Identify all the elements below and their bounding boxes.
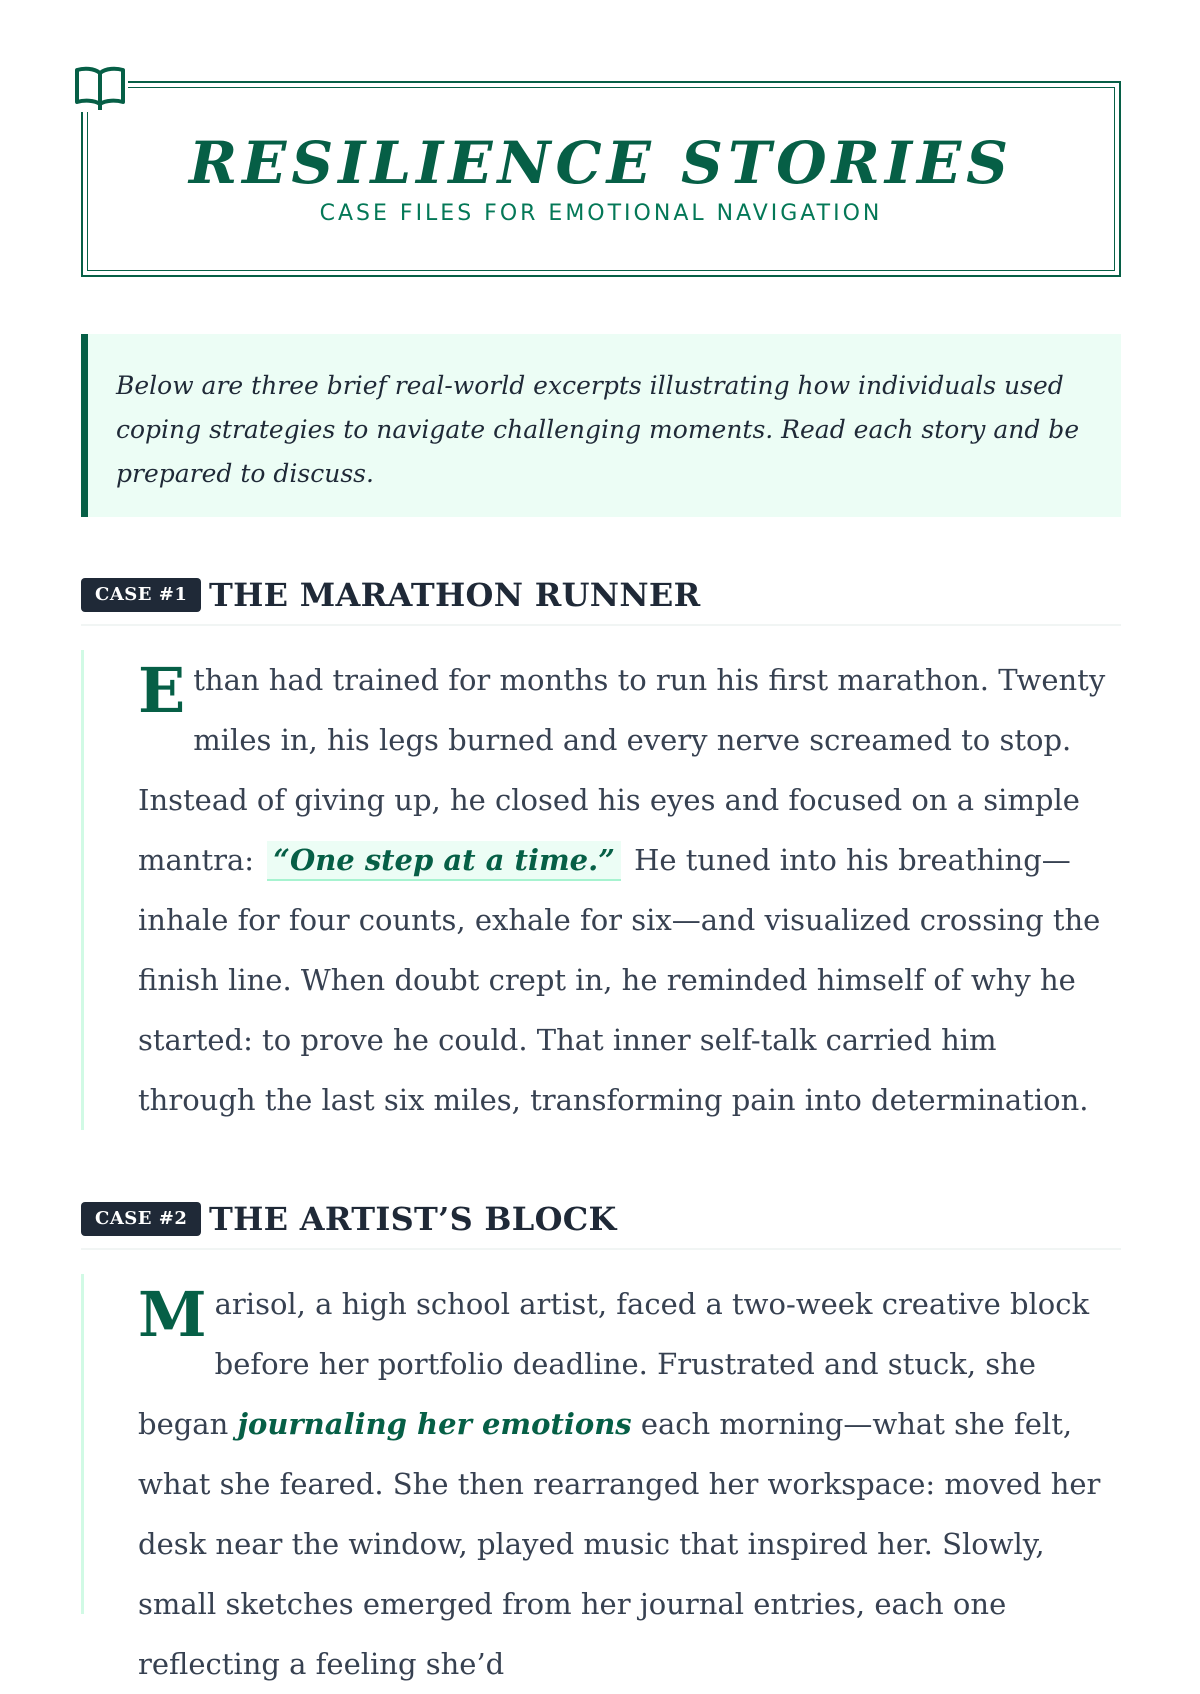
case-title: THE MARATHON RUNNER: [209, 576, 701, 614]
story-text: He tuned into his breathing—inhale for four counts, exhale for six—and visualized crossing the finish line. When doubt crept in, he reminded himself of why he started: to prove he could. That inner self-talk carried him through the last six miles, transforming pain into determination.: [138, 843, 1101, 1117]
emphasized-phrase: journaling her emotions: [237, 1407, 632, 1441]
case-badge: CASE #2: [81, 1202, 201, 1236]
drop-cap: E: [138, 654, 186, 727]
case-2-story: [81, 1274, 1121, 1681]
case-title: THE ARTIST’S BLOCK: [209, 1200, 617, 1238]
intro-callout: [81, 334, 1121, 517]
story-text: than had trained for months to run his first marathon. Twenty miles in, his legs burned and every nerve screamed to stop. Instead of giving up, he closed his eyes and focused on a simple mantra:: [138, 663, 1106, 877]
story-text: each morning—what she felt, what she feared. She then rearranged her workspace: moved her desk near the window, played music that inspired her. Slowly, small sketches emerged from her journal entries, each one reflecting a feeling she’d: [138, 1407, 1101, 1681]
drop-cap: M: [138, 1278, 207, 1351]
page-subtitle: CASE FILES FOR EMOTIONAL NAVIGATION: [319, 201, 883, 226]
case-1-header: [81, 574, 1121, 626]
highlighted-mantra: “One step at a time.”: [267, 841, 621, 881]
case-1-story: [81, 650, 1121, 1130]
page-title: RESILIENCE STORIES: [188, 129, 1014, 197]
case-2-header: [81, 1198, 1121, 1250]
intro-text: Below are three brief real-world excerpts illustrating how individuals used coping strategies to navigate challenging moments. Read each story and be prepared to discuss.: [116, 371, 1080, 488]
case-badge: CASE #1: [81, 578, 201, 612]
header-frame: [81, 81, 1121, 277]
open-book-icon: [74, 64, 128, 112]
story-text: arisol, a high school artist, faced a two-week creative block before her portfolio deadline. Frustrated and stuck, she began: [138, 1287, 1090, 1441]
